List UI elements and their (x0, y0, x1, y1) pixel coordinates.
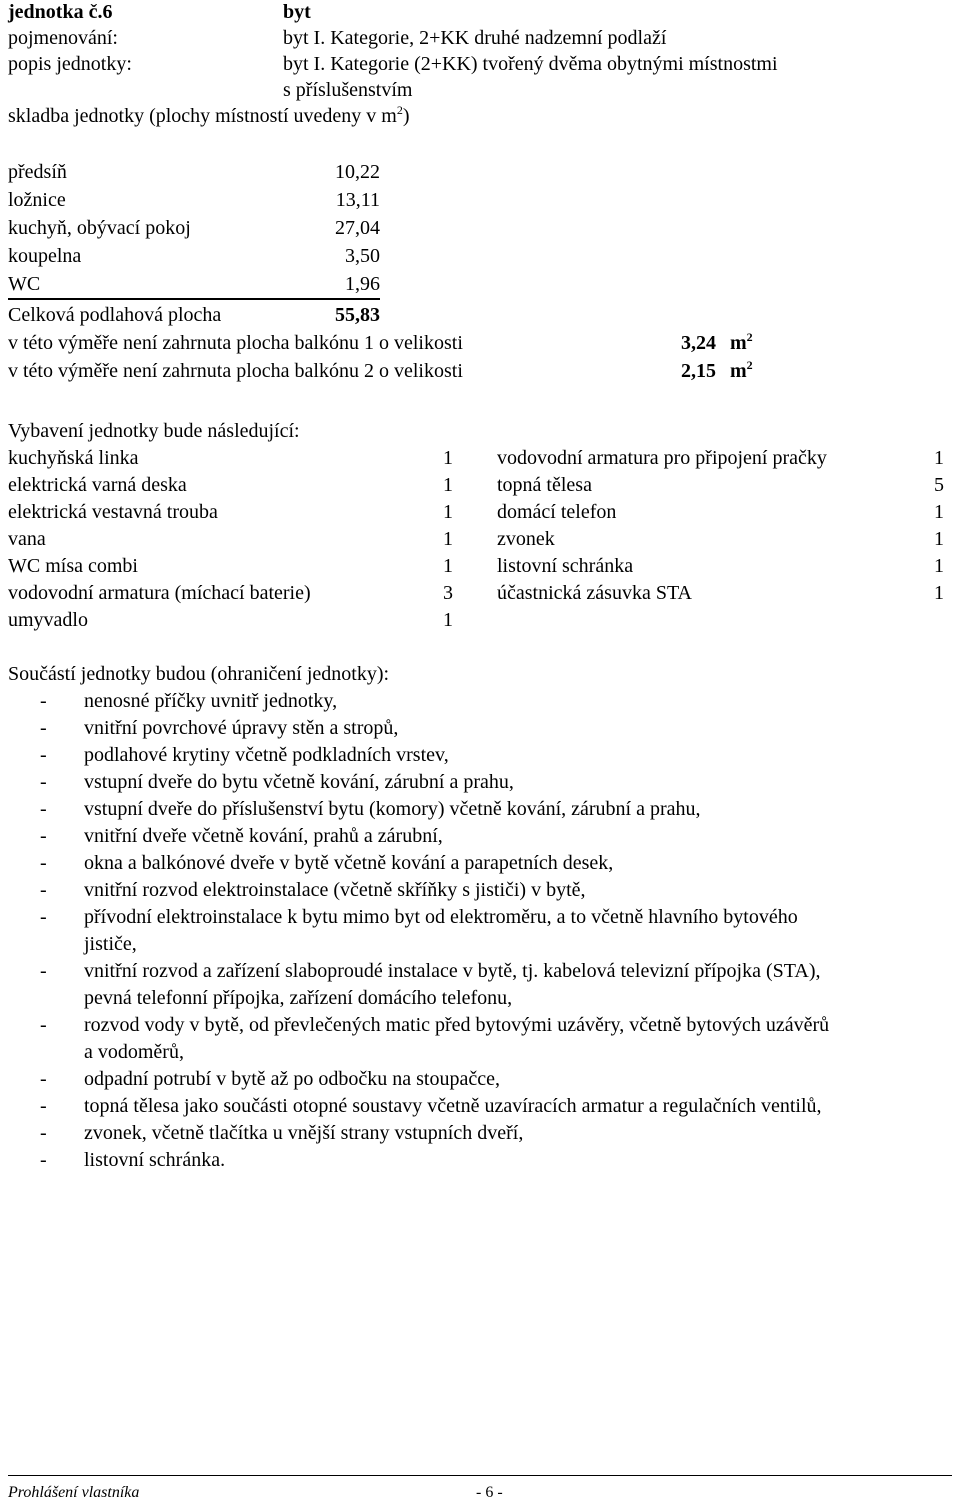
balcony-unit: $m^2$ (730, 330, 753, 354)
total-divider (8, 298, 380, 300)
name-label: pojmenování: (8, 27, 118, 49)
unit-type: byt (283, 1, 311, 23)
list-item-continuation: a vodoměrů, (84, 1041, 184, 1063)
list-item: přívodní elektroinstalace k bytu mimo byt od elektroměru, a to včetně hlavního bytového (84, 906, 798, 928)
desc-label: popis jednotky: (8, 53, 132, 75)
list-item: vnitřní povrchové úpravy stěn a stropů, (84, 717, 399, 739)
list-dash: - (40, 1068, 47, 1090)
equipment-item: umyvadlo (8, 609, 88, 631)
list-dash: - (40, 1149, 47, 1171)
footer-title: Prohlášení vlastníka (8, 1484, 140, 1501)
equipment-qty: 1 (443, 447, 453, 469)
list-dash: - (40, 906, 47, 928)
list-dash: - (40, 744, 47, 766)
equipment-qty: 1 (934, 501, 944, 523)
list-item: nenosné příčky uvnitř jednotky, (84, 690, 338, 712)
list-dash: - (40, 852, 47, 874)
name-value: byt I. Kategorie, 2+KK druhé nadzemní podlaží (283, 27, 667, 49)
list-dash: - (40, 771, 47, 793)
room-area: 1,96 (345, 273, 380, 295)
room-name: koupelna (8, 245, 82, 267)
equipment-item: listovní schránka (497, 555, 634, 577)
equipment-item: vodovodní armatura (míchací baterie) (8, 582, 311, 604)
desc-value-2: s příslušenstvím (283, 79, 413, 101)
equipment-item: elektrická vestavná trouba (8, 501, 218, 523)
equipment-item: vana (8, 528, 46, 550)
balcony-value: 2,15 (681, 360, 716, 382)
desc-value-1: byt I. Kategorie (2+KK) tvořený dvěma obytnými místnostmi (283, 53, 778, 75)
list-item: topná tělesa jako součásti otopné soustavy včetně uzavíracích armatur a regulačních ventilů, (84, 1095, 822, 1117)
room-name: kuchyň, obývací pokoj (8, 217, 191, 239)
equipment-qty: 1 (443, 501, 453, 523)
unit-label: jednotka č.6 (8, 1, 113, 23)
room-name: předsíň (8, 161, 67, 183)
list-dash: - (40, 1014, 47, 1036)
equipment-qty: 5 (934, 474, 944, 496)
list-dash: - (40, 825, 47, 847)
list-dash: - (40, 717, 47, 739)
equipment-item: WC mísa combi (8, 555, 138, 577)
room-name: WC (8, 273, 41, 295)
list-dash: - (40, 1095, 47, 1117)
equipment-item: zvonek (497, 528, 555, 550)
list-item: rozvod vody v bytě, od převlečených matic před bytovými uzávěry, včetně bytových uzávěrů (84, 1014, 830, 1036)
list-dash: - (40, 1122, 47, 1144)
equipment-qty: 1 (443, 528, 453, 550)
equipment-qty: 1 (934, 528, 944, 550)
equipment-qty: 1 (934, 555, 944, 577)
room-area: 13,11 (335, 189, 380, 211)
list-dash: - (40, 879, 47, 901)
equipment-qty: 1 (934, 582, 944, 604)
footer-divider (8, 1475, 952, 1476)
equipment-item: elektrická varná deska (8, 474, 187, 496)
equipment-qty: 1 (443, 555, 453, 577)
list-item: vnitřní rozvod elektroinstalace (včetně skříňky s jističi) v bytě, (84, 879, 586, 901)
list-item: vstupní dveře do bytu včetně kování, zárubní a prahu, (84, 771, 514, 793)
balcony-note: v této výměře není zahrnuta plocha balkónu 1 o velikosti (8, 332, 463, 354)
list-item: vnitřní rozvod a zařízení slaboproudé instalace v bytě, tj. kabelová televizní přípojka (STA), (84, 960, 821, 982)
total-value: 55,83 (335, 304, 380, 326)
list-dash: - (40, 690, 47, 712)
equipment-qty: 1 (443, 609, 453, 631)
equipment-item: topná tělesa (497, 474, 592, 496)
balcony-note: v této výměře není zahrnuta plocha balkónu 2 o velikosti (8, 360, 463, 382)
list-item: zvonek, včetně tlačítka u vnější strany vstupních dveří, (84, 1122, 524, 1144)
equipment-heading: Vybavení jednotky bude následující: (8, 420, 300, 442)
equipment-item: kuchyňská linka (8, 447, 139, 469)
room-name: ložnice (8, 189, 66, 211)
list-item-continuation: jističe, (84, 933, 137, 955)
list-item: okna a balkónové dveře v bytě včetně kování a parapetních desek, (84, 852, 614, 874)
room-area: 27,04 (335, 217, 380, 239)
page-number: - 6 - (476, 1484, 503, 1501)
equipment-item: účastnická zásuvka STA (497, 582, 692, 604)
balcony-unit: $m^2$ (730, 358, 753, 382)
list-item: vnitřní dveře včetně kování, prahů a zárubní, (84, 825, 443, 847)
list-dash: - (40, 798, 47, 820)
list-item: odpadní potrubí v bytě až po odbočku na stoupačce, (84, 1068, 500, 1090)
room-area: 10,22 (335, 161, 380, 183)
equipment-item: vodovodní armatura pro připojení pračky (497, 447, 827, 469)
room-area: 3,50 (345, 245, 380, 267)
equipment-qty: 3 (443, 582, 453, 604)
equipment-qty: 1 (443, 474, 453, 496)
components-heading: Součástí jednotky budou (ohraničení jednotky): (8, 663, 390, 685)
list-item: vstupní dveře do příslušenství bytu (komory) včetně kování, zárubní a prahu, (84, 798, 701, 820)
equipment-item: domácí telefon (497, 501, 617, 523)
list-dash: - (40, 960, 47, 982)
balcony-value: 3,24 (681, 332, 716, 354)
total-label: Celková podlahová plocha (8, 304, 222, 326)
list-item: listovní schránka. (84, 1149, 226, 1171)
composition-heading: skladba jednotky (plochy místností uvedeny v $m^2$) (8, 103, 410, 127)
equipment-qty: 1 (934, 447, 944, 469)
list-item-continuation: pevná telefonní přípojka, zařízení domácího telefonu, (84, 987, 513, 1009)
list-item: podlahové krytiny včetně podkladních vrstev, (84, 744, 449, 766)
